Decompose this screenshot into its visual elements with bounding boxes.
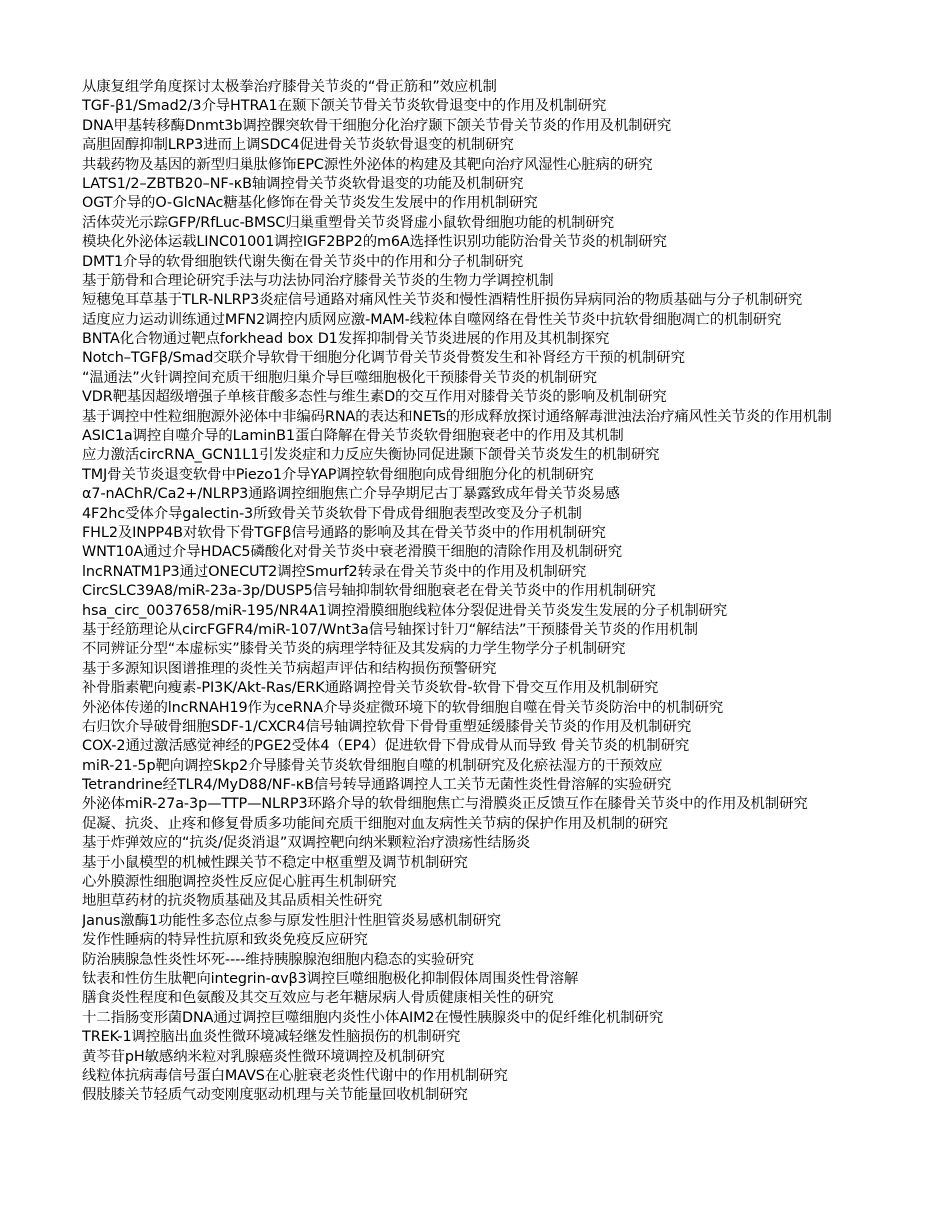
project-title-line: 发作性睡病的特异性抗原和致炎免疫反应研究: [82, 932, 368, 949]
project-title-line: 基于多源知识图谱推理的炎性关节病超声评估和结构损伤预警研究: [82, 660, 497, 677]
project-title-line: BNTA化合物通过靶点forkhead box D1发挥抑制骨关节炎进展的作用及其机制探究: [82, 331, 610, 348]
project-title-line: hsa_circ_0037658/miR-195/NR4A1调控滑膜细胞线粒体分裂促进骨关节炎发生发展的分子机制研究: [82, 602, 728, 619]
project-title-line: OGT介导的O-GlcNAc糖基化修饰在骨关节炎发生发展中的作用机制研究: [82, 195, 538, 212]
project-title-line: 基于筋骨和合理论研究手法与功法协同治疗膝骨关节炎的生物力学调控机制: [82, 272, 554, 289]
project-title-line: 十二指肠变形菌DNA通过调控巨噬细胞内炎性小体AIM2在慢性胰腺炎中的促纤维化机制研究: [82, 1009, 664, 1026]
project-title-line: TREK-1调控脑出血炎性微环境减轻继发性脑损伤的机制研究: [82, 1029, 461, 1046]
project-title-line: 地胆草药材的抗炎物质基础及其品质相关性研究: [82, 893, 383, 910]
project-title-line: 从康复组学角度探讨太极拳治疗膝骨关节炎的“骨正筋和”效应机制: [82, 79, 497, 95]
project-title-line: DNA甲基转移酶Dnmt3b调控髁突软骨干细胞分化治疗颞下颌关节骨关节炎的作用及机制研究: [82, 117, 672, 134]
project-title-line: 促凝、抗炎、止疼和修复骨质多功能间充质干细胞对血友病性关节病的保护作用及机制的研究: [82, 815, 668, 832]
project-title-line: “温通法”火针调控间充质干细胞归巢介导巨噬细胞极化干预膝骨关节炎的机制研究: [82, 369, 597, 386]
project-title-line: 应力激活circRNA_GCN1L1引发炎症和力反应失衡协同促进颞下颌骨关节炎发生的机制研究: [82, 447, 660, 464]
project-title-line: LATS1/2–ZBTB20–NF-κB轴调控骨关节炎软骨退变的功能及机制研究: [82, 175, 524, 192]
project-title-line: 共载药物及基因的新型归巢肽修饰EPC源性外泌体的构建及其靶向治疗风湿性心脏病的研究: [82, 156, 653, 173]
project-title-line: 基于炸弹效应的“抗炎/促炎消退”双调控靶向纳米颗粒治疗溃疡性结肠炎: [82, 835, 531, 852]
project-title-line: DMT1介导的软骨细胞铁代谢失衡在骨关节炎中的作用和分子机制研究: [82, 253, 524, 270]
project-title-line: 防治胰腺急性炎性坏死----维持胰腺腺泡细胞内稳态的实验研究: [82, 951, 474, 968]
project-title-line: 心外膜源性细胞调控炎性反应促心脏再生机制研究: [82, 874, 397, 891]
project-title-line: 外泌体传递的lncRNAH19作为ceRNA介导炎症微环境下的软骨细胞自噬在骨关节炎防治中的机制研究: [82, 699, 724, 716]
project-title-line: 黄芩苷pH敏感纳米粒对乳腺癌炎性微环境调控及机制研究: [82, 1048, 445, 1065]
project-title-line: 右归饮介导破骨细胞SDF-1/CXCR4信号轴调控软骨下骨骨重塑延缓膝骨关节炎的作用及机制研究: [82, 718, 692, 735]
project-title-line: Tetrandrine经TLR4/MyD88/NF-κB信号转导通路调控人工关节无菌性炎性骨溶解的实验研究: [82, 777, 672, 794]
project-title-line: 4F2hc受体介导galectin-3所致骨关节炎软骨下骨成骨细胞表型改变及分子机制: [82, 505, 582, 522]
project-title-line: WNT10A通过介导HDAC5磷酸化对骨关节炎中衰老滑膜干细胞的清除作用及机制研究: [82, 544, 623, 561]
project-title-line: 膳食炎性程度和色氨酸及其交互效应与老年糖尿病人骨质健康相关性的研究: [82, 990, 554, 1007]
project-title-line: 模块化外泌体运载LINC01001调控IGF2BP2的m6A选择性识别功能防治骨关节炎的机制研究: [82, 234, 667, 251]
project-title-line: lncRNATM1P3通过ONECUT2调控Smurf2转录在骨关节炎中的作用及机制研究: [82, 563, 587, 580]
project-title-line: ASIC1a调控自噬介导的LaminB1蛋白降解在骨关节炎软骨细胞衰老中的作用及其机制: [82, 428, 624, 445]
project-title-line: 适度应力运动训练通过MFN2调控内质网应激-MAM-线粒体自噬网络在骨性关节炎中抗软骨细胞凋亡的机制研究: [82, 311, 782, 328]
project-title-line: CircSLC39A8/miR-23a-3p/DUSP5信号轴抑制软骨细胞衰老在骨关节炎中的作用机制研究: [82, 583, 656, 600]
project-title-line: miR-21-5p靶向调控Skp2介导膝骨关节炎软骨细胞自噬的机制研究及化瘀祛湿方的干预效应: [82, 757, 663, 774]
project-title-line: FHL2及INPP4B对软骨下骨TGFβ信号通路的影响及其在骨关节炎中的作用机制研究: [82, 524, 606, 541]
project-title-line: TGF-β1/Smad2/3介导HTRA1在颞下颌关节骨关节炎软骨退变中的作用及机制研究: [82, 98, 607, 115]
project-title-line: 钛表和性仿生肽靶向integrin-αvβ3调控巨噬细胞极化抑制假体周围炎性骨溶解: [82, 970, 579, 987]
project-title-line: 线粒体抗病毒信号蛋白MAVS在心脏衰老炎性代谢中的作用机制研究: [82, 1067, 508, 1084]
project-title-line: VDR靶基因超级增强子单核苷酸多态性与维生素D的交互作用对膝骨关节炎的影响及机制研究: [82, 389, 667, 406]
project-title-line: Janus激酶1功能性多态位点参与原发性胆汁性胆管炎易感机制研究: [82, 912, 501, 929]
project-title-line: 不同辨证分型“本虚标实”膝骨关节炎的病理学特征及其发病的力学生物学分子机制研究: [82, 641, 626, 658]
project-title-line: 外泌体miR-27a-3p—TTP—NLRP3环路介导的软骨细胞焦亡与滑膜炎正反馈互作在膝骨关节炎中的作用及机制研究: [82, 796, 808, 813]
project-title-line: 高胆固醇抑制LRP3进而上调SDC4促进骨关节炎软骨退变的机制研究: [82, 137, 514, 154]
project-title-line: 假肢膝关节轻质气动变刚度驱动机理与关节能量回收机制研究: [82, 1087, 468, 1104]
project-title-line: 活体荧光示踪GFP/RfLuc-BMSC归巢重塑骨关节炎肾虚小鼠软骨细胞功能的机制研究: [82, 214, 614, 231]
project-title-line: 补骨脂素靶向瘦素-PI3K/Akt-Ras/ERK通路调控骨关节炎软骨-软骨下骨交互作用及机制研究: [82, 680, 659, 697]
project-title-line: TMJ骨关节炎退变软骨中Piezo1介导YAP调控软骨细胞向成骨细胞分化的机制研究: [82, 466, 594, 483]
project-title-line: 短穗兔耳草基于TLR-NLRP3炎症信号通路对痛风性关节炎和慢性酒精性肝损伤异病同治的物质基础与分子机制研究: [82, 292, 803, 309]
project-title-list: [82, 78, 854, 1106]
project-title-line: COX-2通过激活感觉神经的PGE2受体4（EP4）促进软骨下骨成骨从而导致 骨关节炎的机制研究: [82, 738, 690, 755]
project-title-line: Notch–TGFβ/Smad交联介导软骨干细胞分化调节骨关节炎骨赘发生和补肾经方干预的机制研究: [82, 350, 685, 367]
project-title-line: 基于经筋理论从circFGFR4/miR-107/Wnt3a信号轴探讨针刀“解结法”干预膝骨关节炎的作用机制: [82, 621, 698, 638]
project-title-line: 基于调控中性粒细胞源外泌体中非编码RNA的表达和NETs的形成释放探讨通络解毒泄浊法治疗痛风性关节炎的作用机制: [82, 408, 832, 425]
project-title-line: 基于小鼠模型的机械性踝关节不稳定中枢重塑及调节机制研究: [82, 854, 468, 871]
project-title-line: α7-nAChR/Ca2+/NLRP3通路调控细胞焦亡介导孕期尼古丁暴露致成年骨关节炎易感: [82, 486, 620, 503]
